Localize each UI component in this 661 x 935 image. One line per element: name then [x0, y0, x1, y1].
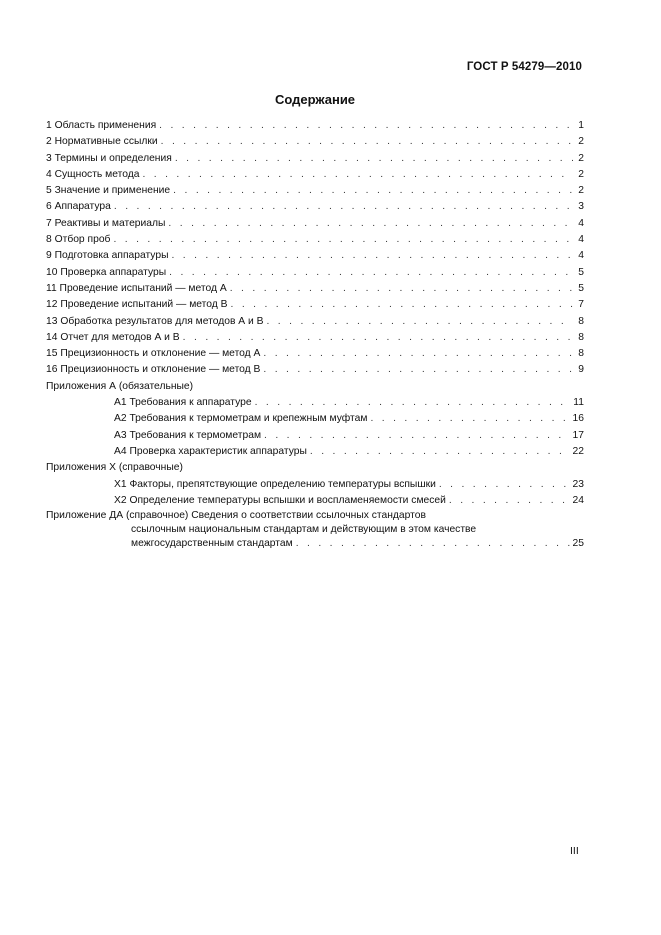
- dot-leader: [169, 265, 573, 281]
- dot-leader: [255, 395, 571, 411]
- toc-entry-label: 16 Прецизионность и отклонение — метод В: [46, 364, 261, 376]
- toc-entry-page: 23: [572, 478, 584, 490]
- toc-entry-page: 2: [578, 136, 584, 148]
- appendix-x-heading: Приложения Х (справочные): [46, 462, 183, 474]
- toc-entry-label: А2 Требования к термометрам и крепежным муфтам: [114, 413, 368, 425]
- toc-entry-label: А3 Требования к термометрам: [114, 429, 262, 441]
- toc-entry: [46, 216, 584, 232]
- toc-entry: [46, 493, 584, 509]
- toc-entry-label: 11 Проведение испытаний — метод А: [46, 282, 227, 294]
- toc-entry: [46, 537, 584, 551]
- toc-entry: [46, 199, 584, 215]
- toc-entry-page: 3: [578, 201, 584, 213]
- table-of-contents: [46, 118, 584, 551]
- toc-entry: [46, 118, 584, 134]
- toc-entry-page: 8: [578, 315, 584, 327]
- dot-leader: [114, 199, 573, 215]
- dot-leader: [266, 314, 573, 330]
- dot-leader: [439, 477, 570, 493]
- toc-entry-label: 14 Отчет для методов А и В: [46, 331, 180, 343]
- toc-entry-label: 13 Обработка результатов для методов А и В: [46, 315, 264, 327]
- dot-leader: [370, 411, 569, 427]
- toc-entry: [46, 411, 584, 427]
- dot-leader: [161, 134, 573, 150]
- toc-entry-page: 4: [578, 250, 584, 262]
- dot-leader: [230, 281, 573, 297]
- page-number: III: [570, 845, 579, 857]
- toc-entry-page: 2: [578, 168, 584, 180]
- toc-entry-label: 6 Аппаратура: [46, 201, 111, 213]
- toc-entry-page: 2: [578, 152, 584, 164]
- toc-entry-label: 12 Проведение испытаний — метод В: [46, 299, 228, 311]
- toc-entry-page: 24: [572, 494, 584, 506]
- toc-entry: [46, 428, 584, 444]
- dot-leader: [113, 232, 573, 248]
- toc-entry-page: 9: [578, 364, 584, 376]
- toc-entry: [46, 477, 584, 493]
- toc-entry: [46, 134, 584, 150]
- dot-leader: [175, 151, 573, 167]
- toc-entry-label: 1 Область применения: [46, 120, 157, 131]
- toc-entry-page: 5: [578, 266, 584, 278]
- toc-entry-page: 8: [578, 348, 584, 360]
- toc-entry: [46, 346, 584, 362]
- toc-entry-page: 17: [572, 429, 584, 441]
- dot-leader: [296, 537, 570, 551]
- toc-entry-page: 2: [578, 185, 584, 197]
- toc-entry: [46, 314, 584, 330]
- toc-entry-label: Х2 Определение температуры вспышки и воспламеняемости смесей: [114, 494, 446, 506]
- toc-entry: [46, 151, 584, 167]
- dot-leader: [263, 346, 573, 362]
- toc-entry-label: 4 Сущность метода: [46, 168, 140, 180]
- dot-leader: [171, 248, 573, 264]
- toc-entry-page: 4: [578, 217, 584, 229]
- toc-entry: [46, 183, 584, 199]
- dot-leader: [173, 183, 573, 199]
- toc-entry: [46, 297, 584, 313]
- appendix-da-entry: [46, 509, 584, 551]
- toc-entry: [46, 232, 584, 248]
- toc-entry-label: 5 Значение и применение: [46, 185, 171, 197]
- toc-entry-page: 22: [572, 445, 584, 457]
- toc-entry-label: 10 Проверка аппаратуры: [46, 266, 167, 278]
- toc-entry-page: 7: [578, 299, 584, 311]
- toc-entry-page: 16: [572, 413, 584, 425]
- toc-entry: [46, 330, 584, 346]
- standard-code: ГОСТ Р 54279—2010: [466, 61, 582, 73]
- toc-entry-label: А4 Проверка характеристик аппаратуры: [114, 445, 307, 457]
- dot-leader: [263, 362, 573, 378]
- toc-entry-label: межгосударственным стандартам: [131, 538, 293, 550]
- toc-entry-page: 1: [578, 120, 584, 131]
- toc-entry: [46, 444, 584, 460]
- dot-leader: [264, 428, 570, 444]
- toc-entry-label: 2 Нормативные ссылки: [46, 136, 158, 148]
- toc-entry: [46, 248, 584, 264]
- toc-entry-label: 8 Отбор проб: [46, 234, 111, 246]
- toc-entry-page: 5: [578, 282, 584, 294]
- toc-entry: [46, 395, 584, 411]
- toc-entry-label: А1 Требования к аппаратуре: [114, 397, 252, 409]
- toc-entry: [46, 362, 584, 378]
- toc-entry-label: 7 Реактивы и материалы: [46, 217, 166, 229]
- dot-leader: [142, 167, 573, 183]
- toc-entry: [46, 265, 584, 281]
- dot-leader: [159, 118, 573, 134]
- toc-entry-page: 8: [578, 331, 584, 343]
- dot-leader: [183, 330, 573, 346]
- toc-entry-page: 25: [572, 538, 584, 550]
- toc-entry-label: 15 Прецизионность и отклонение — метод А: [46, 348, 261, 360]
- page-title: Содержание: [274, 92, 356, 107]
- toc-entry: [46, 167, 584, 183]
- toc-entry-page: 4: [578, 234, 584, 246]
- dot-leader: [310, 444, 570, 460]
- dot-leader: [168, 216, 573, 232]
- toc-entry-label: Х1 Факторы, препятствующие определению температуры вспышки: [114, 478, 436, 490]
- toc-entry-label: 3 Термины и определения: [46, 152, 172, 164]
- appendix-da-title: Приложение ДА (справочное) Сведения о соответствии ссылочных стандартов: [46, 510, 426, 522]
- toc-entry-label: 9 Подготовка аппаратуры: [46, 250, 169, 262]
- appendix-a-heading: Приложения А (обязательные): [46, 380, 194, 392]
- dot-leader: [231, 297, 574, 313]
- toc-entry-page: 11: [573, 397, 584, 409]
- appendix-da-title-continued: ссылочным национальным стандартам и действующим в этом качестве: [131, 524, 477, 536]
- toc-entry: [46, 281, 584, 297]
- dot-leader: [449, 493, 570, 509]
